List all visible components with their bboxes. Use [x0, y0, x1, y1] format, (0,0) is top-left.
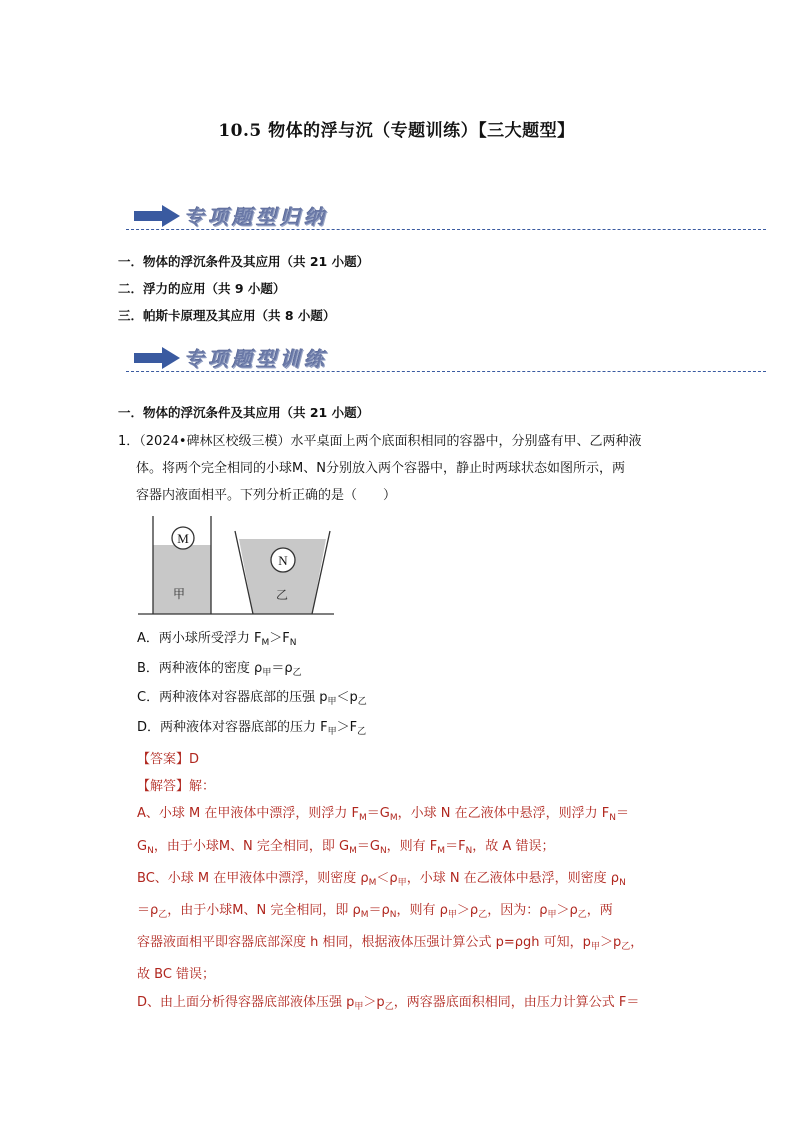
text-fragment: ＞p [363, 994, 385, 1010]
text-fragment: ＝G [356, 838, 380, 854]
text-fragment: ＞p [599, 935, 622, 951]
text-fragment: G [137, 838, 148, 854]
text-fragment: B．两种液体的密度 ρ [137, 660, 263, 676]
subscript: M [261, 638, 270, 648]
subscript: 甲 [327, 697, 337, 707]
subscript: M [358, 813, 367, 824]
analysis-line [137, 865, 677, 897]
analysis-line [137, 800, 677, 832]
answer-analysis [137, 746, 677, 1021]
subscript: 乙 [577, 910, 587, 921]
subscript: 乙 [292, 667, 302, 678]
text-fragment: ＜ρ [376, 870, 398, 886]
subscript: N [289, 638, 297, 648]
section-banner-training [126, 343, 766, 379]
divider-dashed [126, 371, 766, 372]
text-fragment: D、由上面分析得容器底部液体压强 p [137, 994, 355, 1010]
option-b[interactable] [137, 659, 367, 689]
text-fragment: ，两容器底面积相同，由压力计算公式 F＝ [393, 994, 640, 1010]
text-fragment: ，则有 ρ [396, 903, 448, 919]
subscript: N [389, 910, 397, 921]
text-fragment: C．两种液体对容器底部的压强 p [137, 690, 328, 705]
liquid-left-label: 甲 [172, 587, 186, 601]
text-fragment: ，则有 F [386, 838, 438, 854]
text-fragment: A、小球 M 在甲液体中漂浮，则浮力 F [137, 806, 359, 822]
liquid-right-label: 乙 [275, 588, 289, 602]
subscript: M [389, 813, 398, 824]
text-fragment: BC、小球 M 在甲液体中漂浮，则密度 ρ [137, 870, 369, 886]
text-fragment: ＞ρ [556, 903, 578, 919]
banner-title: 专项题型训练 [184, 347, 328, 371]
analysis-label: 【解答】解： [137, 779, 216, 795]
text-fragment: ，由于小球M、N 完全相同，即 G [153, 838, 350, 854]
topic-item: 二．浮力的应用（共 9 小题） [118, 281, 286, 296]
text-fragment: ＞ρ [456, 903, 479, 919]
liquid-left [153, 545, 211, 614]
subscript: M [368, 877, 377, 888]
subscript: M [349, 845, 357, 856]
section-banner-summary [126, 201, 766, 237]
options [137, 629, 367, 747]
question-text-line: 体。将两个完全相同的小球M、N分别放入两个容器中，静止时两球状态如图所示，两 [136, 461, 625, 476]
container-figure [136, 514, 336, 618]
document-title: 10.5 物体的浮与沉（专题训练）【三大题型】 [218, 121, 575, 141]
section-heading: 一．物体的浮沉条件及其应用（共 21 小题） [118, 405, 370, 420]
subscript: M [437, 845, 446, 856]
text-fragment: ，小球 N 在乙液体中悬浮，则浮力 F [397, 806, 610, 822]
arrow-right-icon [134, 205, 180, 227]
subscript: N [379, 845, 387, 856]
text-fragment: ＝ρ [271, 660, 293, 676]
subscript: 乙 [621, 942, 631, 953]
divider-dashed [126, 229, 766, 230]
text-fragment: ＝ρ [137, 903, 159, 919]
answer-label: 【答案】D [137, 752, 200, 767]
text-fragment: 容器液面相平即容器底部深度 h 相同，根据液体压强计算公式 p=ρgh 可知，p [137, 935, 591, 951]
text-fragment: ，故 A 错误； [472, 838, 555, 854]
subscript: 甲 [327, 726, 337, 737]
text-fragment: ，两 [586, 903, 613, 919]
analysis-line: 故 BC 错误； [137, 967, 216, 983]
text-fragment: ，小球 N 在乙液体中悬浮，则密度 ρ [406, 870, 620, 886]
text-fragment: ＞F [269, 631, 290, 646]
subscript: N [465, 845, 473, 856]
topic-item: 三．帕斯卡原理及其应用（共 8 小题） [118, 308, 336, 323]
analysis-line [137, 989, 677, 1021]
subscript: 乙 [384, 1001, 394, 1012]
subscript: 甲 [397, 877, 407, 888]
subscript: 乙 [158, 910, 168, 921]
text-fragment: ＝ [615, 806, 629, 822]
text-fragment: ，由于小球M、N 完全相同，即 ρ [167, 903, 361, 919]
analysis-line [137, 833, 677, 865]
subscript: 甲 [590, 942, 600, 953]
text-fragment: ＝G [366, 806, 390, 822]
subscript: 乙 [357, 697, 367, 707]
question-text-line: 1．（2024•碑林区校级三模）水平桌面上两个底面积相同的容器中，分别盛有甲、乙两种液 [118, 434, 642, 449]
text-fragment: A．两小球所受浮力 F [137, 631, 262, 646]
question-text-line: 容器内液面相平。下列分析正确的是（ ） [136, 488, 397, 503]
text-fragment: ＝ρ [368, 903, 390, 919]
text-fragment: ， [630, 935, 644, 951]
subscript: 甲 [354, 1001, 364, 1012]
banner-title: 专项题型归纳 [184, 205, 328, 229]
text-fragment: D．两种液体对容器底部的压力 F [137, 719, 328, 735]
analysis-line [137, 929, 677, 961]
arrow-right-icon [134, 347, 180, 369]
option-d[interactable] [137, 718, 367, 748]
topic-list [118, 252, 369, 333]
ball-m-label: M [177, 531, 189, 546]
subscript: N [619, 877, 626, 888]
option-c[interactable] [137, 688, 367, 718]
text-fragment: ＞F [336, 719, 358, 735]
option-a[interactable] [137, 629, 367, 659]
subscript: 乙 [357, 726, 367, 737]
subscript: M [360, 910, 369, 921]
subscript: 甲 [262, 667, 272, 678]
subscript: 乙 [478, 910, 488, 921]
subscript: N [609, 813, 616, 824]
subscript: 甲 [547, 910, 557, 921]
topic-item: 一．物体的浮沉条件及其应用（共 21 小题） [118, 254, 370, 269]
subscript: 甲 [447, 910, 457, 921]
subscript: N [147, 845, 154, 856]
analysis-line [137, 897, 677, 929]
text-fragment: ，因为：ρ [487, 903, 548, 919]
text-fragment: ＝F [445, 838, 466, 854]
ball-n-label: N [278, 553, 288, 568]
question-1 [118, 428, 678, 509]
text-fragment: ＜p [336, 690, 358, 705]
